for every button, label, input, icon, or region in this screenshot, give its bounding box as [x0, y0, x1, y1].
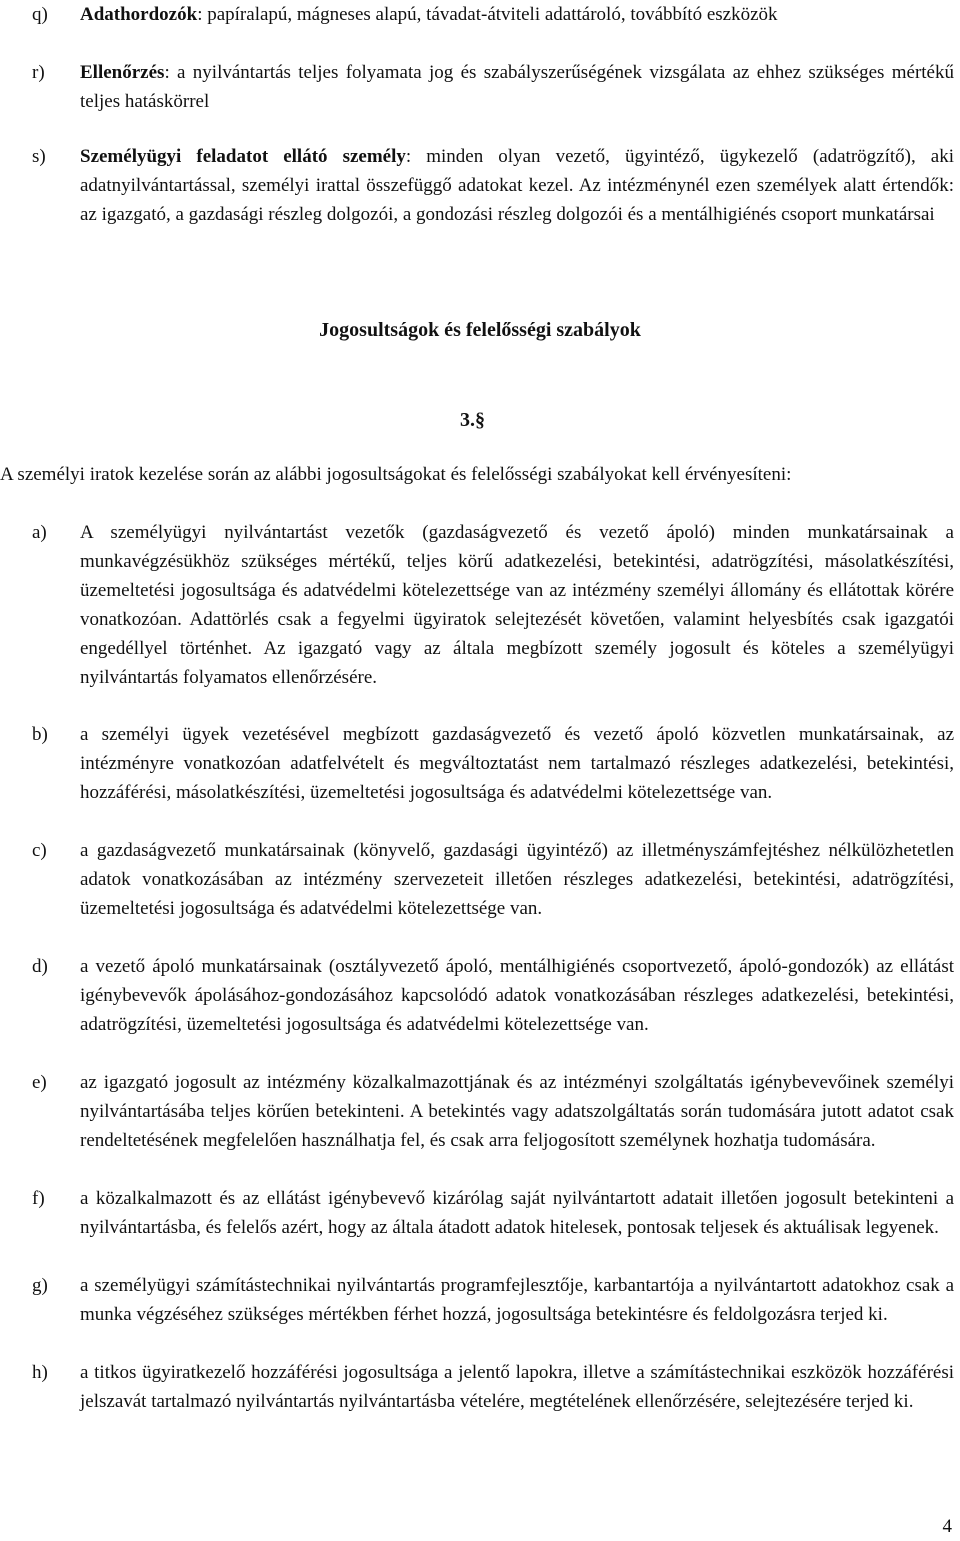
- list-marker: s): [32, 146, 46, 167]
- rule-a: [32, 518, 954, 692]
- rule-c: [32, 836, 954, 923]
- page-number: 4: [942, 1516, 952, 1537]
- rule-g: [32, 1271, 954, 1329]
- list-marker: e): [32, 1072, 47, 1093]
- rule-text: az igazgató jogosult az intézmény közalkalmazottjának és az intézményi szolgáltatás igénybevevőinek személyi nyilvántartásába teljes körűen betekinteni. A betekintés vagy adatszolgáltatás során tudomására jutott adatot csak rendeltetésének megfelelően használhatja fel, és csak arra feljogosított személynek hozhatja tudomására.: [80, 1072, 954, 1151]
- definition-q: [32, 0, 954, 29]
- definition-s: [32, 142, 954, 229]
- rule-h: [32, 1358, 954, 1416]
- rule-text: a személyügyi számítástechnikai nyilvántartás programfejlesztője, karbantartója a nyilvántartott adatokhoz csak a munka végzéséhez szükséges mértékben férhet hozzá, jogosultsága betekintésre és feldolgozásra terjed ki.: [80, 1275, 954, 1325]
- list-marker: q): [32, 4, 48, 25]
- definition-r: [32, 58, 954, 116]
- rule-text: a vezető ápoló munkatársainak (osztályvezető ápoló, mentálhigiénés csoportvezető, ápoló-gondozók) az ellátást igénybevevők ápolásához-gondozásához kapcsolódó adatok vonatkozásában részleges adatkezelési, betekintési, adatrögzítési, üzemeltetési jogosultsága és adatvédelmi kötelezettsége van.: [80, 956, 954, 1035]
- list-marker: b): [32, 724, 48, 745]
- definition-term: Adathordozók: [80, 4, 198, 25]
- list-marker: a): [32, 522, 47, 543]
- definition-term: Személyügyi feladatot ellátó személy: [80, 146, 406, 167]
- rule-text: a gazdaságvezető munkatársainak (könyvelő, gazdasági ügyintéző) az illetményszámfejtéshez nélkülözhetetlen adatok vonatkozásában az intézmény szervezeteit illetően részleges adatkezelési, betekintési, adatrögzítési, üzemeltetési jogosultsága és adatvédelmi kötelezettsége van.: [80, 840, 954, 919]
- list-marker: g): [32, 1275, 48, 1296]
- definition-text: : a nyilvántartás teljes folyamata jog és szabályszerűségének vizsgálata az ehhez szükséges mértékű teljes hatáskörrel: [80, 62, 954, 112]
- list-marker: h): [32, 1362, 48, 1383]
- rule-e: [32, 1068, 954, 1155]
- rule-text: a közalkalmazott és az ellátást igénybevevő kizárólag saját nyilvántartott adatait illetően jogosult betekinteni a nyilvántartásba, és felelős azért, hogy az általa átadott adatok hitelesek, pontosak teljesek és aktuálisak legyenek.: [80, 1188, 954, 1238]
- intro-paragraph: A személyi iratok kezelése során az alábbi jogosultságokat és felelősségi szabályokat kell érvényesíteni:: [0, 464, 792, 485]
- list-marker: d): [32, 956, 48, 977]
- rule-f: [32, 1184, 954, 1242]
- list-marker: f): [32, 1188, 45, 1209]
- list-marker: c): [32, 840, 47, 861]
- definition-text: : minden olyan vezető, ügyintéző, ügykezelő (adatrögzítő), aki adatnyilvántartással, személyi irattal összefüggő adatokat kezel. Az intézménynél ezen személyek alatt értendők: az igazgató, a gazdasági részleg dolgozói, a gondozási részleg dolgozói és a mentálhigiénés csoport munkatársai: [80, 146, 955, 225]
- definition-term: Ellenőrzés: [80, 62, 165, 83]
- section-heading: Jogosultságok és felelősségi szabályok: [319, 319, 641, 341]
- rule-text: A személyügyi nyilvántartást vezetők (gazdaságvezető és vezető ápoló) minden munkatársainak a munkavégzésükhöz szükséges mértékű, teljes körű adatkezelési, betekintési, adatrögzítési, másolatkészítési, üzemeltetési jogosultsága és adatvédelmi kötelezettsége van az intézmény személyi állomány és ellátottak körére vonatkozóan. Adattörlés csak a fegyelmi ügyiratok selejtezését követően, valamint helyesbítés csak igazgatói engedéllyel történhet. Az igazgató vagy az általa megbízott személy jogosult és köteles a személyügyi nyilvántartás folyamatos ellenőrzésére.: [80, 522, 954, 688]
- rule-b: [32, 720, 954, 807]
- list-marker: r): [32, 62, 45, 83]
- section-number: 3.§: [460, 409, 485, 431]
- definition-text: : papíralapú, mágneses alapú, távadat-átviteli adattároló, továbbító eszközök: [197, 4, 778, 25]
- rule-text: a személyi ügyek vezetésével megbízott gazdaságvezető és vezető ápoló közvetlen munkatársainak, az intézményre vonatkozóan adatfelvételt és megváltoztatást nem tartalmazó részleges adatkezelési, betekintési, hozzáférési, másolatkészítési, üzemeltetési jogosultsága és adatvédelmi kötelezettsége van.: [80, 724, 954, 803]
- rule-text: a titkos ügyiratkezelő hozzáférési jogosultsága a jelentő lapokra, illetve a számítástechnikai eszközök hozzáférési jelszavát tartalmazó nyilvántartás nyilvántartásba vételére, megtételének ellenőrzésére, selejtezésére terjed ki.: [80, 1362, 954, 1412]
- rule-d: [32, 952, 954, 1039]
